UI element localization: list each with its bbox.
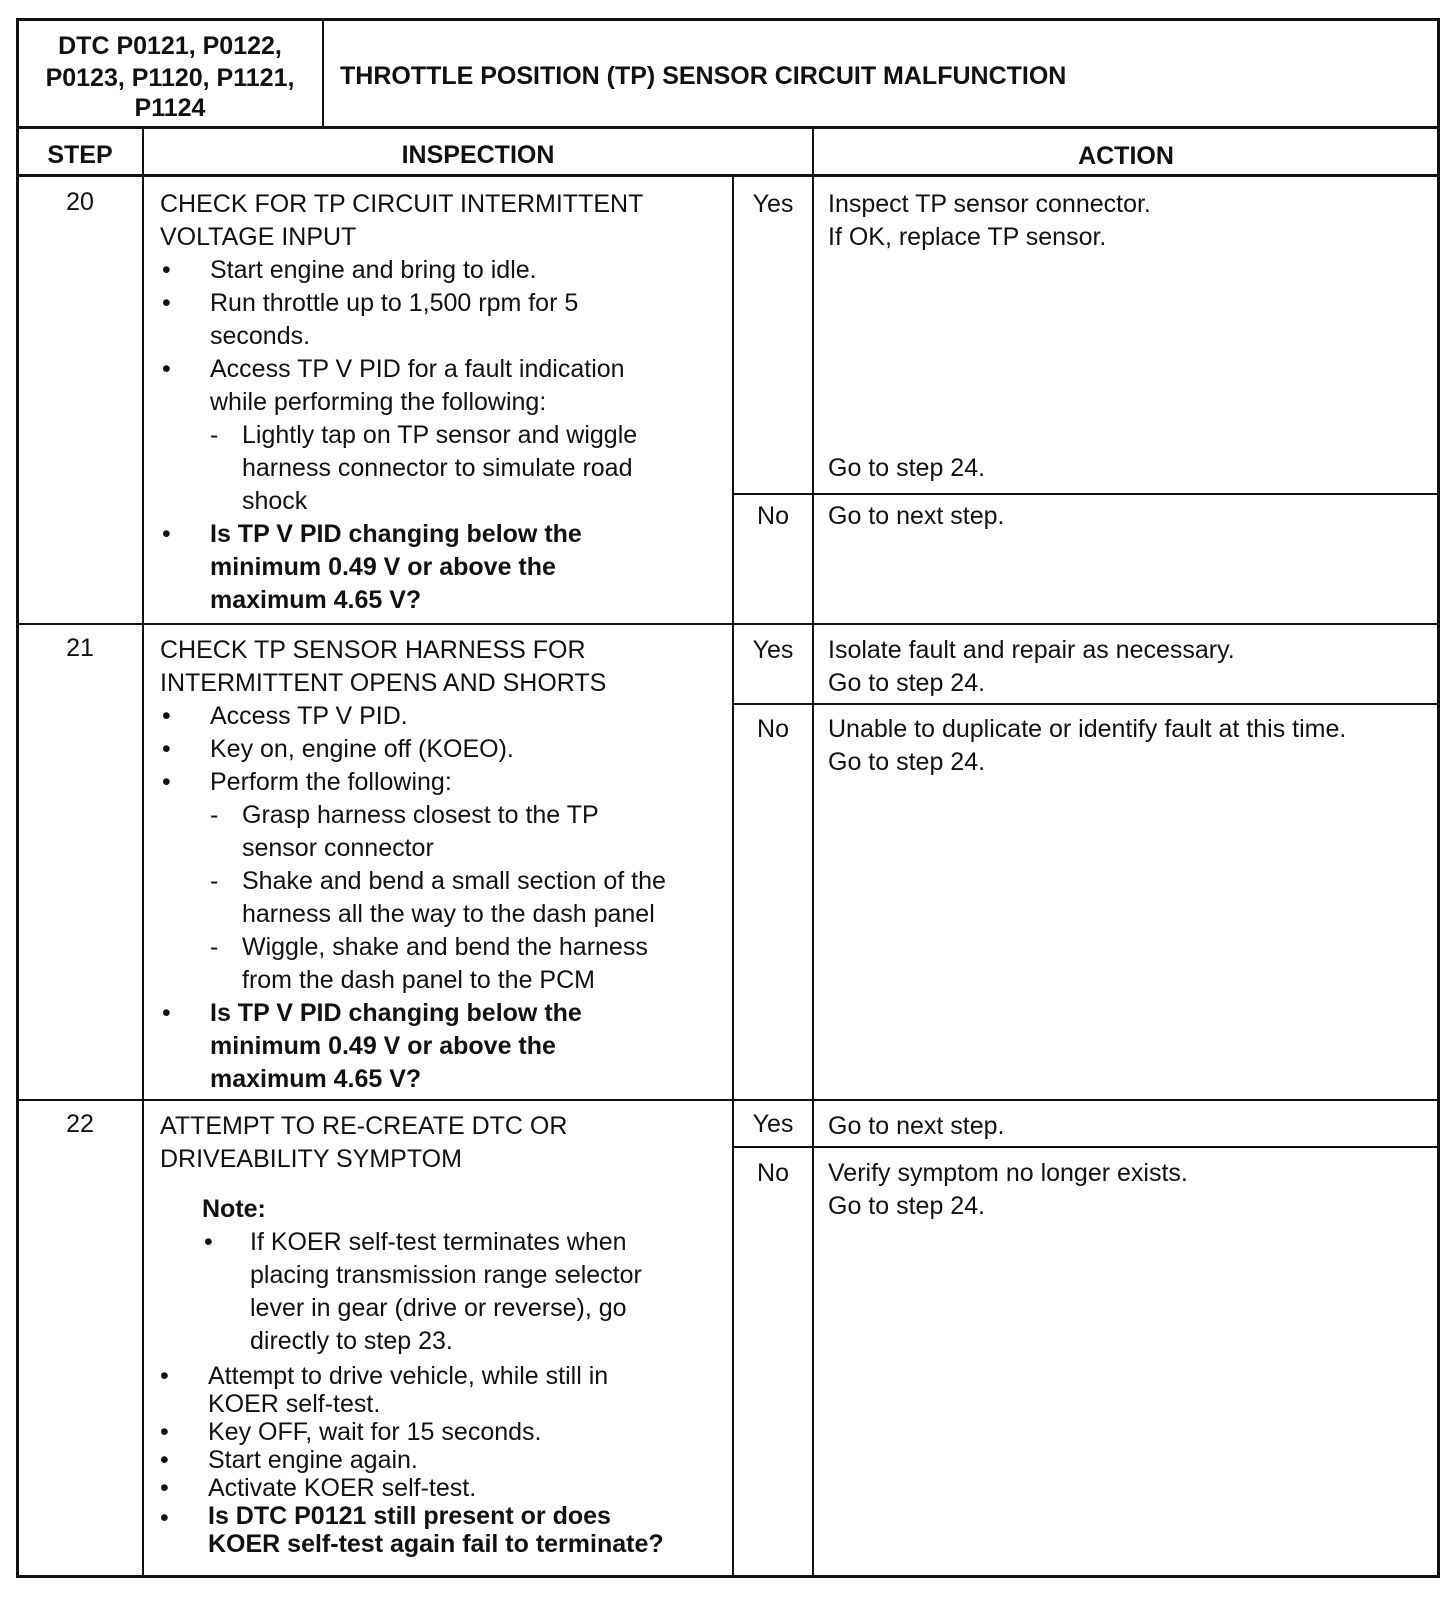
step-heading-line: CHECK TP SENSOR HARNESS FOR	[160, 636, 586, 664]
step-20-bottom	[16, 623, 1440, 625]
dash-icon: -	[210, 867, 219, 895]
action-text: Go to step 24.	[828, 748, 986, 776]
bullet-icon: •	[162, 999, 171, 1027]
step-number: 22	[66, 1110, 94, 1138]
yes-label: Yes	[752, 1110, 794, 1138]
note-label: Note:	[202, 1195, 266, 1223]
step-21-bottom	[16, 1099, 1440, 1101]
bullet-text: Activate KOER self-test.	[208, 1474, 477, 1502]
step-column-divider	[142, 128, 144, 1578]
bullet-icon: •	[160, 1418, 169, 1446]
step-21-yes-no-split	[732, 703, 1440, 705]
bullet-icon: •	[162, 355, 171, 383]
note-text: placing transmission range selector	[250, 1261, 642, 1289]
dtc-codes-line-1: DTC P0121, P0122,	[58, 32, 282, 60]
dash-icon: -	[210, 933, 219, 961]
bullet-icon: •	[162, 289, 171, 317]
action-text: Verify symptom no longer exists.	[828, 1159, 1188, 1187]
question-text: Is TP V PID changing below the	[210, 999, 582, 1027]
step-number: 21	[66, 634, 94, 662]
column-inspection: INSPECTION	[401, 141, 555, 169]
bullet-text: while performing the following:	[210, 388, 547, 416]
no-label: No	[757, 1159, 789, 1187]
bullet-icon: •	[162, 735, 171, 763]
bullet-icon: •	[160, 1474, 169, 1502]
action-text: If OK, replace TP sensor.	[828, 223, 1107, 251]
bullet-text: Start engine and bring to idle.	[210, 256, 537, 284]
step-heading-line: CHECK FOR TP CIRCUIT INTERMITTENT	[160, 190, 644, 218]
subitem-text: harness connector to simulate road	[242, 454, 633, 482]
bullet-text: Key on, engine off (KOEO).	[210, 735, 514, 763]
question-text: KOER self-test again fail to terminate?	[208, 1530, 664, 1558]
no-label: No	[757, 502, 789, 530]
note-text: lever in gear (drive or reverse), go	[250, 1294, 627, 1322]
bullet-icon: •	[160, 1504, 169, 1532]
bullet-text: Access TP V PID for a fault indication	[210, 355, 625, 383]
question-text: Is DTC P0121 still present or does	[208, 1502, 611, 1530]
header-divider	[16, 126, 1440, 129]
dtc-codes-line-3: P1124	[134, 94, 206, 122]
step-heading-line: INTERMITTENT OPENS AND SHORTS	[160, 669, 607, 697]
subitem-text: Lightly tap on TP sensor and wiggle	[242, 421, 638, 449]
question-text: minimum 0.49 V or above the	[210, 1032, 556, 1060]
subitem-text: Wiggle, shake and bend the harness	[242, 933, 648, 961]
bullet-icon: •	[162, 768, 171, 796]
subitem-text: shock	[242, 487, 308, 515]
bullet-text: KOER self-test.	[208, 1390, 381, 1418]
bullet-text: Run throttle up to 1,500 rpm for 5	[210, 289, 579, 317]
bullet-icon: •	[162, 520, 171, 548]
page-title: THROTTLE POSITION (TP) SENSOR CIRCUIT MALFUNCTION	[340, 62, 1067, 90]
step-20-yes-no-split	[732, 493, 1440, 495]
bullet-text: Access TP V PID.	[210, 702, 408, 730]
subitem-text: harness all the way to the dash panel	[242, 900, 655, 928]
subitem-text: Shake and bend a small section of the	[242, 867, 666, 895]
note-text: If KOER self-test terminates when	[250, 1228, 627, 1256]
bullet-text: Attempt to drive vehicle, while still in	[208, 1362, 609, 1390]
bullet-text: Key OFF, wait for 15 seconds.	[208, 1418, 542, 1446]
step-heading-line: DRIVEABILITY SYMPTOM	[160, 1145, 462, 1173]
action-text: Go to step 24.	[828, 669, 986, 697]
column-step: STEP	[47, 141, 113, 169]
action-text: Unable to duplicate or identify fault at this time.	[828, 715, 1347, 743]
bullet-icon: •	[162, 256, 171, 284]
bullet-icon: •	[162, 702, 171, 730]
question-text: Is TP V PID changing below the	[210, 520, 582, 548]
action-text: Go to next step.	[828, 1112, 1005, 1140]
column-header-divider	[16, 174, 1440, 177]
subitem-text: Grasp harness closest to the TP	[242, 801, 599, 829]
yes-label: Yes	[752, 636, 794, 664]
dash-icon: -	[210, 801, 219, 829]
inspection-action-divider	[812, 128, 814, 1578]
step-number: 20	[66, 188, 94, 216]
yes-no-divider	[732, 176, 734, 1578]
bullet-text: Perform the following:	[210, 768, 452, 796]
bullet-icon: •	[160, 1446, 169, 1474]
action-text: Inspect TP sensor connector.	[828, 190, 1151, 218]
yes-label: Yes	[752, 190, 794, 218]
action-text: Go to step 24.	[828, 454, 986, 482]
header-code-divider	[322, 18, 324, 127]
step-22-yes-no-split	[732, 1146, 1440, 1148]
question-text: minimum 0.49 V or above the	[210, 553, 556, 581]
dash-icon: -	[210, 421, 219, 449]
bullet-text: Start engine again.	[208, 1446, 418, 1474]
bullet-icon: •	[204, 1228, 213, 1256]
step-heading-line: ATTEMPT TO RE-CREATE DTC OR	[160, 1112, 568, 1140]
dtc-codes-line-2: P0123, P1120, P1121,	[45, 64, 295, 92]
bullet-icon: •	[160, 1362, 169, 1390]
question-text: maximum 4.65 V?	[210, 586, 422, 614]
subitem-text: sensor connector	[242, 834, 434, 862]
note-text: directly to step 23.	[250, 1327, 453, 1355]
step-heading-line: VOLTAGE INPUT	[160, 223, 357, 251]
subitem-text: from the dash panel to the PCM	[242, 966, 595, 994]
action-text: Isolate fault and repair as necessary.	[828, 636, 1235, 664]
no-label: No	[757, 715, 789, 743]
question-text: maximum 4.65 V?	[210, 1065, 422, 1093]
bullet-text: seconds.	[210, 322, 311, 350]
action-text: Go to next step.	[828, 502, 1005, 530]
column-action: ACTION	[1078, 142, 1174, 170]
action-text: Go to step 24.	[828, 1192, 986, 1220]
